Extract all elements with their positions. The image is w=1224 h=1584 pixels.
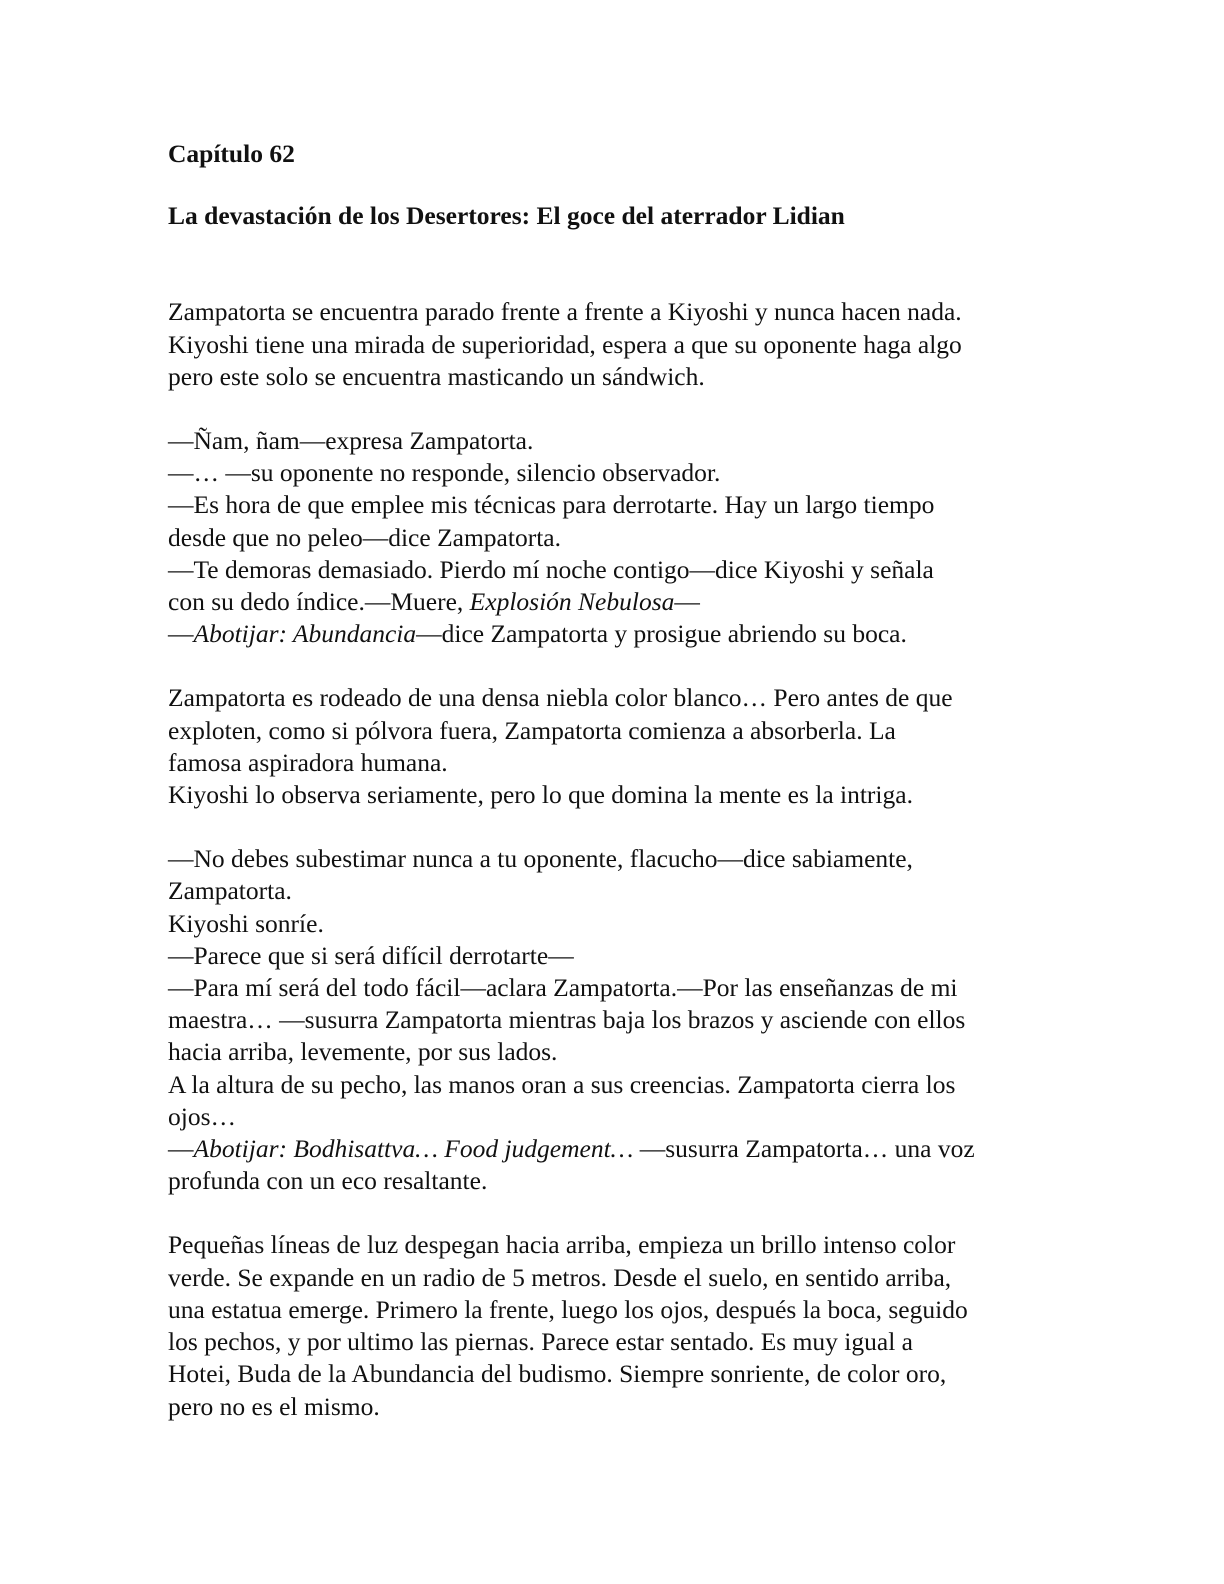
text-run: —dice Zampatorta y prosigue abriendo su boca. [416, 619, 907, 649]
text-line [168, 682, 1048, 714]
text-line [168, 1229, 1048, 1261]
italic-text: Abotijar: Bodhisattva… Food judgement… [193, 1134, 634, 1164]
paragraph [168, 682, 1048, 811]
paragraph [168, 843, 1048, 1197]
text-run: — [168, 1134, 194, 1164]
paragraph [168, 296, 1048, 393]
text-run: verde. Se expande en un radio de 5 metros. Desde el suelo, en sentido arriba, [168, 1262, 952, 1292]
text-line [168, 1036, 1048, 1068]
text-run: pero no es el mismo. [168, 1391, 380, 1421]
text-run: exploten, como si pólvora fuera, Zampatorta comienza a absorberla. La [168, 715, 896, 745]
text-run: —Para mí será del todo fácil—aclara Zampatorta.—Por las enseñanzas de mi [168, 973, 958, 1003]
text-run: —Parece que si será difícil derrotarte— [168, 940, 574, 970]
chapter-title: La devastación de los Desertores: El goce del aterrador Lidian [168, 201, 845, 231]
text-line [168, 1004, 1048, 1036]
text-run: pero este solo se encuentra masticando un sándwich. [168, 361, 705, 391]
italic-text: Abotijar: Abundancia [193, 619, 417, 649]
text-run: maestra… —susurra Zampatorta mientras baja los brazos y asciende con ellos [168, 1005, 966, 1035]
text-run: —… —su oponente no responde, silencio observador. [168, 458, 721, 488]
text-run: Pequeñas líneas de luz despegan hacia arriba, empieza un brillo intenso color [168, 1230, 956, 1260]
document-page [168, 138, 1048, 1455]
text-line [168, 1133, 1048, 1165]
text-line [168, 522, 1048, 554]
text-line [168, 329, 1048, 361]
text-run: hacia arriba, levemente, por sus lados. [168, 1037, 558, 1067]
text-line [168, 940, 1048, 972]
text-line [168, 908, 1048, 940]
text-run: Kiyoshi lo observa seriamente, pero lo que domina la mente es la intriga. [168, 780, 913, 810]
text-run: una estatua emerge. Primero la frente, luego los ojos, después la boca, seguido [168, 1294, 968, 1324]
text-run: con su dedo índice.—Muere, [168, 587, 470, 617]
text-line [168, 361, 1048, 393]
chapter-body [168, 296, 1048, 1422]
text-run: A la altura de su pecho, las manos oran a sus creencias. Zampatorta cierra los [168, 1069, 956, 1099]
text-run: —Te demoras demasiado. Pierdo mí noche contigo—dice Kiyoshi y señala [168, 554, 934, 584]
text-run: los pechos, y por ultimo las piernas. Parece estar sentado. Es muy igual a [168, 1327, 913, 1357]
chapter-number: Capítulo 62 [168, 139, 295, 168]
text-run: Hotei, Buda de la Abundancia del budismo. Siempre sonriente, de color oro, [168, 1359, 947, 1389]
text-line [168, 747, 1048, 779]
text-run: —No debes subestimar nunca a tu oponente, flacucho—dice sabiamente, [168, 844, 913, 874]
text-line [168, 296, 1048, 328]
text-run: Zampatorta. [168, 876, 292, 906]
text-line [168, 425, 1048, 457]
text-line [168, 779, 1048, 811]
text-line [168, 1262, 1048, 1294]
text-run: —Ñam, ñam—expresa Zampatorta. [168, 426, 534, 456]
text-line [168, 972, 1048, 1004]
paragraph [168, 425, 1048, 650]
text-run: desde que no peleo—dice Zampatorta. [168, 522, 561, 552]
text-run: famosa aspiradora humana. [168, 747, 448, 777]
text-run: profunda con un eco resaltante. [168, 1166, 488, 1196]
text-line [168, 1391, 1048, 1423]
text-run: — [168, 619, 194, 649]
text-line [168, 1165, 1048, 1197]
text-run: —susurra Zampatorta… una voz [633, 1134, 975, 1164]
text-run: —Es hora de que emplee mis técnicas para derrotarte. Hay un largo tiempo [168, 490, 935, 520]
text-run: ojos… [168, 1101, 237, 1131]
text-line [168, 1358, 1048, 1390]
text-line [168, 715, 1048, 747]
text-line [168, 618, 1048, 650]
text-line [168, 843, 1048, 875]
text-line [168, 586, 1048, 618]
text-run: Kiyoshi tiene una mirada de superioridad, espera a que su oponente haga algo [168, 329, 962, 359]
text-line [168, 1101, 1048, 1133]
text-run: Kiyoshi sonríe. [168, 908, 324, 938]
text-run: — [674, 587, 700, 617]
text-line [168, 554, 1048, 586]
text-line [168, 1294, 1048, 1326]
text-line [168, 457, 1048, 489]
text-line [168, 875, 1048, 907]
paragraph [168, 1229, 1048, 1422]
text-run: Zampatorta es rodeado de una densa niebla color blanco… Pero antes de que [168, 683, 953, 713]
text-line [168, 1326, 1048, 1358]
text-line [168, 1069, 1048, 1101]
italic-text: Explosión Nebulosa [469, 587, 675, 617]
text-run: Zampatorta se encuentra parado frente a frente a Kiyoshi y nunca hacen nada. [168, 297, 962, 327]
text-line [168, 489, 1048, 521]
